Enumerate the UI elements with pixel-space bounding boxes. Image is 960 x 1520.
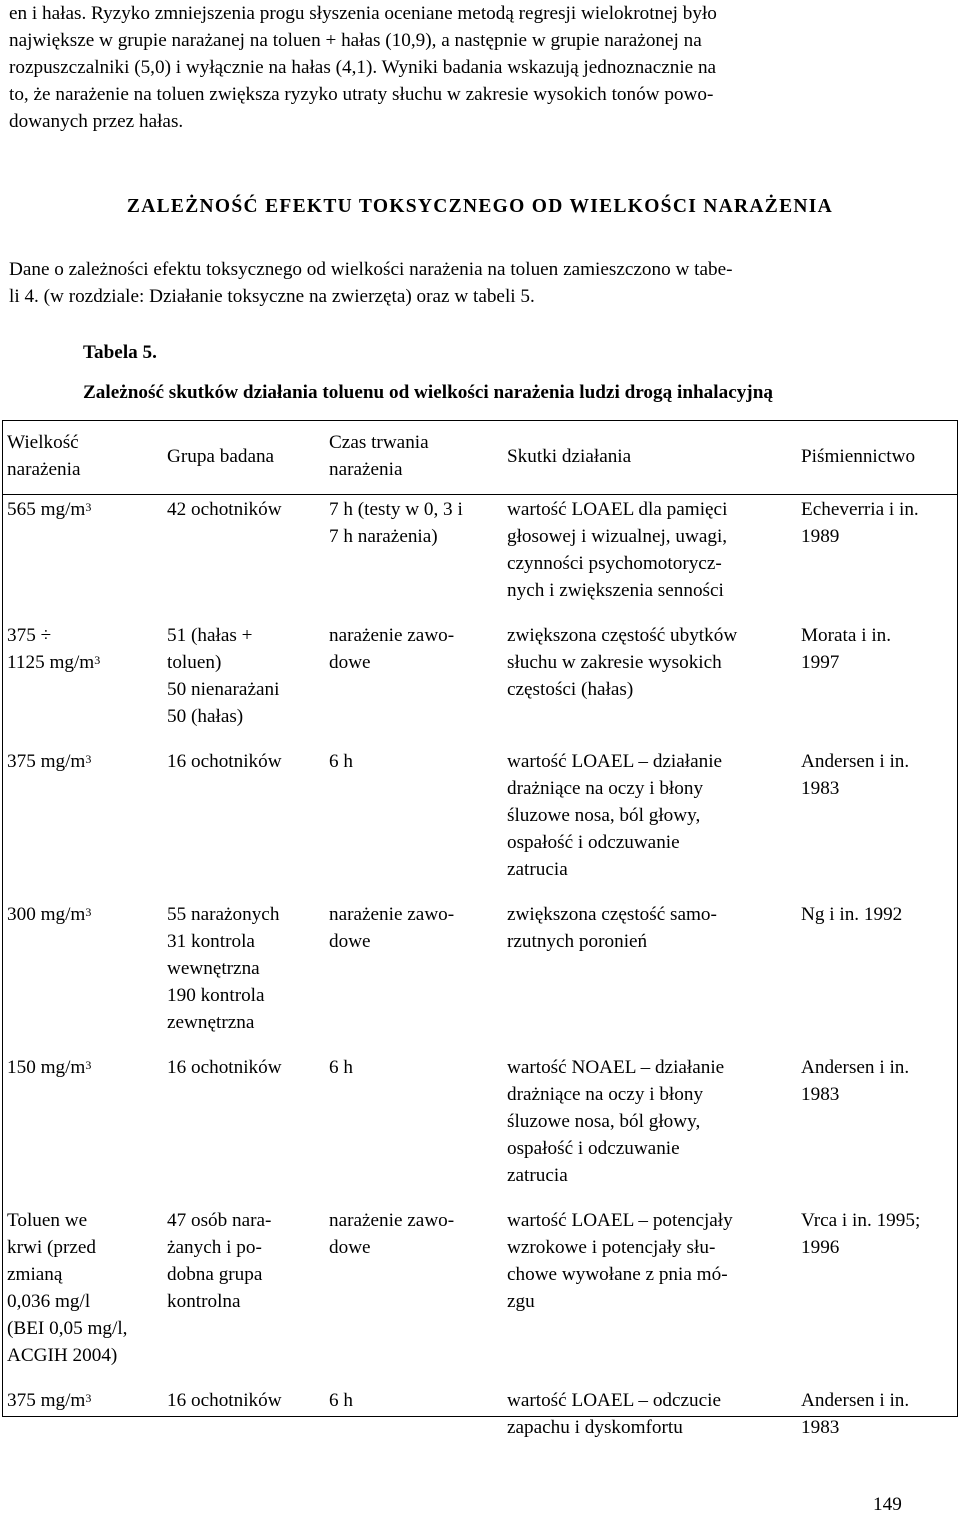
cell-exposure-level bbox=[2, 622, 162, 748]
cell-line: 16 ochotników bbox=[167, 1390, 282, 1411]
cell-line: narażenie zawo- bbox=[329, 904, 455, 925]
cell-references bbox=[796, 1054, 960, 1207]
cell-line: zmianą bbox=[7, 1264, 63, 1285]
table-body bbox=[2, 492, 960, 1459]
cell-line: słuchu w zakresie wysokich bbox=[507, 652, 722, 673]
cell-exposure-duration bbox=[324, 1387, 502, 1459]
cell-line: zwiększona częstość samo- bbox=[507, 904, 717, 925]
cell-line: wartość LOAEL dla pamięci bbox=[507, 499, 728, 520]
cell-line: Toluen we bbox=[7, 1210, 88, 1231]
intro-line: to, że narażenie na toluen zwiększa ryzyko utraty słuchu w zakresie wysokich tonów powo- bbox=[9, 84, 714, 105]
cell-line: 0,036 mg/l bbox=[7, 1291, 91, 1312]
cell-line: Echeverria i in. bbox=[801, 499, 919, 520]
table-row bbox=[2, 1054, 960, 1207]
cell-line: zatrucia bbox=[507, 859, 568, 880]
cell-line: wewnętrzna bbox=[167, 958, 260, 979]
cell-line: wartość NOAEL – działanie bbox=[507, 1057, 725, 1078]
cell-line: 375 ÷ bbox=[7, 625, 52, 646]
cell-line: narażenie zawo- bbox=[329, 1210, 455, 1231]
header-study-group bbox=[162, 420, 324, 492]
cell-line: wartość LOAEL – odczucie bbox=[507, 1390, 721, 1411]
cell-line: wartość LOAEL – działanie bbox=[507, 751, 723, 772]
cell-exposure-level bbox=[2, 901, 162, 1054]
cell-effects bbox=[502, 901, 796, 1054]
cell-study-group bbox=[162, 1387, 324, 1459]
cell-study-group bbox=[162, 901, 324, 1054]
cell-line: 565 $mg/m^3$ bbox=[7, 499, 92, 520]
cell-line: 51 (hałas + bbox=[167, 625, 253, 646]
table-row bbox=[2, 1207, 960, 1387]
intro-line: największe w grupie narażanej na toluen + hałas (10,9), a następnie w grupie narażonej na bbox=[9, 30, 702, 51]
cell-study-group bbox=[162, 492, 324, 622]
cell-exposure-duration bbox=[324, 748, 502, 901]
cell-study-group bbox=[162, 1207, 324, 1387]
section-body-paragraph bbox=[9, 256, 953, 310]
cell-line: dowe bbox=[329, 931, 371, 952]
intro-line: rozpuszczalniki (5,0) i wyłącznie na hałas (4,1). Wyniki badania wskazują jednoznacznie na bbox=[9, 57, 717, 78]
cell-line: wzrokowe i potencjały słu- bbox=[507, 1237, 716, 1258]
cell-references bbox=[796, 748, 960, 901]
cell-line: 1997 bbox=[801, 652, 840, 673]
cell-exposure-level bbox=[2, 1387, 162, 1459]
header-exposure-duration bbox=[324, 420, 502, 492]
section-heading: ZALEŻNOŚĆ EFEKTU TOKSYCZNEGO OD WIELKOŚCI NARAŻENIA bbox=[126, 196, 834, 217]
cell-line: Morata i in. bbox=[801, 625, 892, 646]
cell-effects bbox=[502, 1387, 796, 1459]
cell-line: 55 narażonych bbox=[167, 904, 280, 925]
cell-line: Vrca i in. 1995; bbox=[801, 1210, 921, 1231]
cell-references bbox=[796, 1207, 960, 1387]
cell-line: rzutnych poronień bbox=[507, 931, 648, 952]
intro-line: en i hałas. Ryzyko zmniejszenia progu słyszenia oceniane metodą regresji wielokrotnej było bbox=[9, 3, 717, 24]
cell-line: 1983 bbox=[801, 1417, 840, 1438]
cell-line: drażniące na oczy i błony bbox=[507, 1084, 704, 1105]
table-title: Zależność skutków działania toluenu od wielkości narażenia ludzi drogą inhalacyjną bbox=[83, 382, 773, 403]
table-header-row bbox=[2, 420, 960, 492]
cell-effects bbox=[502, 1207, 796, 1387]
cell-line: 7 h (testy w 0, 3 i bbox=[329, 499, 463, 520]
section-body-line: li 4. (w rozdziale: Działanie toksyczne na zwierzęta) oraz w tabeli 5. bbox=[9, 286, 535, 307]
cell-line: żanych i po- bbox=[167, 1237, 262, 1258]
cell-line: zewnętrzna bbox=[167, 1012, 255, 1033]
table-row bbox=[2, 622, 960, 748]
cell-exposure-level bbox=[2, 492, 162, 622]
cell-line: 1996 bbox=[801, 1237, 840, 1258]
cell-effects bbox=[502, 1054, 796, 1207]
cell-line: 31 kontrola bbox=[167, 931, 255, 952]
cell-line: ospałość i odczuwanie bbox=[507, 1138, 680, 1159]
cell-line: nych i zwiększenia senności bbox=[507, 580, 724, 601]
cell-line: toluen) bbox=[167, 652, 222, 673]
cell-line: 47 osób nara- bbox=[167, 1210, 272, 1231]
header-line: Wielkość bbox=[7, 432, 79, 453]
cell-line: 6 h bbox=[329, 1390, 353, 1411]
cell-exposure-duration bbox=[324, 1207, 502, 1387]
header-line: Czas trwania bbox=[329, 432, 429, 453]
cell-line: narażenie zawo- bbox=[329, 625, 455, 646]
cell-exposure-level bbox=[2, 1207, 162, 1387]
cell-line: 1989 bbox=[801, 526, 840, 547]
table-header-divider bbox=[2, 494, 958, 495]
table-row bbox=[2, 1387, 960, 1459]
table-row bbox=[2, 748, 960, 901]
cell-line: dowe bbox=[329, 1237, 371, 1258]
cell-line: śluzowe nosa, ból głowy, bbox=[507, 805, 701, 826]
cell-line: 190 kontrola bbox=[167, 985, 265, 1006]
cell-line: 1983 bbox=[801, 1084, 840, 1105]
cell-line: czynności psychomotorycz- bbox=[507, 553, 722, 574]
cell-line: 16 ochotników bbox=[167, 1057, 282, 1078]
cell-line: kontrolna bbox=[167, 1291, 241, 1312]
cell-line: (BEI 0,05 mg/l, bbox=[7, 1318, 128, 1339]
cell-line: zapachu i dyskomfortu bbox=[507, 1417, 683, 1438]
cell-line: wartość LOAEL – potencjały bbox=[507, 1210, 733, 1231]
cell-references bbox=[796, 622, 960, 748]
cell-line: chowe wywołane z pnia mó- bbox=[507, 1264, 728, 1285]
cell-line: 7 h narażenia) bbox=[329, 526, 438, 547]
cell-line: zwiększona częstość ubytków bbox=[507, 625, 738, 646]
cell-line: 6 h bbox=[329, 1057, 353, 1078]
cell-line: 42 ochotników bbox=[167, 499, 282, 520]
header-effects bbox=[502, 420, 796, 492]
cell-line: drażniące na oczy i błony bbox=[507, 778, 704, 799]
cell-line: 1983 bbox=[801, 778, 840, 799]
table-label: Tabela 5. bbox=[83, 342, 157, 363]
header-line: narażenia bbox=[329, 459, 403, 480]
cell-exposure-level bbox=[2, 1054, 162, 1207]
cell-effects bbox=[502, 748, 796, 901]
cell-study-group bbox=[162, 622, 324, 748]
header-line: Piśmiennictwo bbox=[801, 445, 916, 467]
cell-line: 50 (hałas) bbox=[167, 706, 244, 727]
cell-line: 375 $mg/m^3$ bbox=[7, 751, 92, 772]
cell-exposure-level bbox=[2, 748, 162, 901]
page-number: 149 bbox=[873, 1494, 902, 1515]
cell-study-group bbox=[162, 748, 324, 901]
cell-study-group bbox=[162, 1054, 324, 1207]
cell-line: 50 nienarażani bbox=[167, 679, 280, 700]
header-exposure-level bbox=[2, 420, 162, 492]
cell-line: 16 ochotników bbox=[167, 751, 282, 772]
cell-line: 150 $mg/m^3$ bbox=[7, 1057, 92, 1078]
cell-references bbox=[796, 492, 960, 622]
header-line: Grupa badana bbox=[167, 445, 275, 467]
cell-line: krwi (przed bbox=[7, 1237, 96, 1258]
header-line: Skutki działania bbox=[507, 445, 632, 467]
intro-paragraph bbox=[9, 0, 953, 135]
cell-line: dowe bbox=[329, 652, 371, 673]
header-references bbox=[796, 420, 960, 492]
cell-line: częstości (hałas) bbox=[507, 679, 634, 700]
cell-line: 1125 $mg/m^3$ bbox=[7, 652, 101, 673]
cell-exposure-duration bbox=[324, 492, 502, 622]
cell-line: Andersen i in. bbox=[801, 1057, 910, 1078]
cell-line: 6 h bbox=[329, 751, 353, 772]
cell-line: 375 $mg/m^3$ bbox=[7, 1390, 92, 1411]
intro-line: dowanych przez hałas. bbox=[9, 111, 184, 132]
cell-exposure-duration bbox=[324, 901, 502, 1054]
cell-line: ACGIH 2004) bbox=[7, 1345, 118, 1366]
section-body-line: Dane o zależności efektu toksycznego od wielkości narażenia na toluen zamieszczono w tabe- bbox=[9, 259, 733, 280]
cell-line: śluzowe nosa, ból głowy, bbox=[507, 1111, 701, 1132]
cell-exposure-duration bbox=[324, 622, 502, 748]
cell-line: zatrucia bbox=[507, 1165, 568, 1186]
table-row bbox=[2, 492, 960, 622]
cell-line: głosowej i wizualnej, uwagi, bbox=[507, 526, 728, 547]
cell-line: ospałość i odczuwanie bbox=[507, 832, 680, 853]
cell-effects bbox=[502, 622, 796, 748]
cell-references bbox=[796, 1387, 960, 1459]
cell-effects bbox=[502, 492, 796, 622]
cell-line: dobna grupa bbox=[167, 1264, 263, 1285]
cell-line: Andersen i in. bbox=[801, 751, 910, 772]
cell-references bbox=[796, 901, 960, 1054]
cell-line: Ng i in. 1992 bbox=[801, 904, 903, 925]
cell-line: zgu bbox=[507, 1291, 535, 1312]
cell-line: Andersen i in. bbox=[801, 1390, 910, 1411]
table-row bbox=[2, 901, 960, 1054]
header-line: narażenia bbox=[7, 459, 81, 480]
exposure-effects-table bbox=[2, 420, 960, 1459]
cell-line: 300 $mg/m^3$ bbox=[7, 904, 92, 925]
cell-exposure-duration bbox=[324, 1054, 502, 1207]
